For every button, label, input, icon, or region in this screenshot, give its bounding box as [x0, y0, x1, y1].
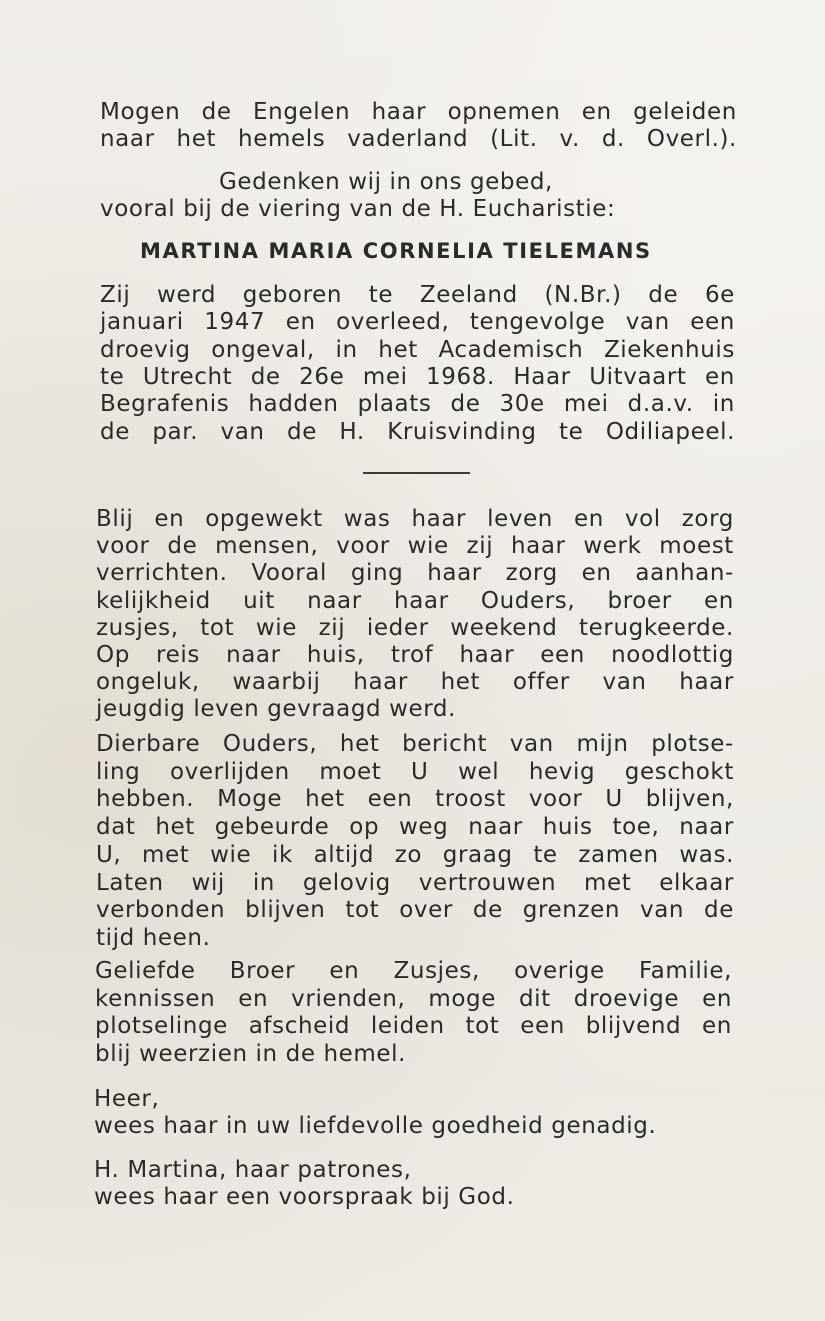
remember-line-1: Gedenken wij in ons gebed, [219, 169, 553, 195]
prayer1-line-2: wees haar in uw liefdevolle goedheid genadig. [94, 1113, 657, 1139]
biography-line: Zij werd geboren te Zeeland (N.Br.) de 6e [100, 282, 735, 308]
prayer2-line-1: H. Martina, haar patrones, [94, 1157, 412, 1183]
parents-paragraph-line: U, met wie ik altijd zo graag te zamen was. [96, 841, 734, 868]
parents-paragraph-line: hebben. Moge het een troost voor U blijven, [96, 786, 734, 813]
biography-line: Begrafenis hadden plaats de 30e mei d.a.v. in [100, 391, 735, 418]
remember-line-2: vooral bij de viering van de H. Eucharistie: [100, 196, 616, 222]
divider [363, 472, 470, 474]
life-paragraph-line: Op reis naar huis, trof haar een noodlottig [96, 642, 734, 668]
parents-paragraph-line: ling overlijden moet U wel hevig geschokt [96, 758, 734, 785]
parents-paragraph-line: dat het gebeurde op weg naar huis toe, naar [96, 814, 734, 841]
family-paragraph-line: blij weerzien in de hemel. [95, 1041, 407, 1068]
life-paragraph-line: jeugdig leven gevraagd werd. [96, 696, 457, 723]
prayer1-line-1: Heer, [94, 1086, 160, 1112]
biography-line: droevig ongeval, in het Academisch Ziekenhuis [100, 336, 735, 363]
biography-line: te Utrecht de 26e mei 1968. Haar Uitvaart en [100, 363, 735, 390]
prayer2-line-2: wees haar een voorspraak bij God. [94, 1184, 515, 1210]
life-paragraph-line: ongeluk, waarbij haar het offer van haar [96, 669, 734, 696]
family-paragraph-line: kennissen en vrienden, moge dit droevige en [95, 985, 732, 1012]
family-paragraph-line: plotselinge afscheid leiden tot een blijvend en [95, 1013, 732, 1040]
family-paragraph-line: Geliefde Broer en Zusjes, overige Familie, [95, 958, 732, 984]
parents-paragraph-line: Dierbare Ouders, het bericht van mijn plotse- [96, 731, 734, 757]
life-paragraph-line: voor de mensen, voor wie zij haar werk moest [96, 533, 734, 560]
parents-paragraph-line: tijd heen. [96, 924, 211, 951]
biography-line: januari 1947 en overleed, tengevolge van een [100, 309, 735, 336]
life-paragraph-line: zusjes, tot wie zij ieder weekend terugkeerde. [96, 614, 734, 641]
parents-paragraph-line: Laten wij in gelovig vertrouwen met elkaar [96, 869, 734, 896]
intro-line-1: Mogen de Engelen haar opnemen en geleiden [100, 99, 737, 125]
life-paragraph-line: verrichten. Vooral ging haar zorg en aanhan- [96, 560, 734, 587]
intro-line-2: naar het hemels vaderland (Lit. v. d. Overl.). [100, 126, 737, 152]
life-paragraph-line: kelijkheid uit naar haar Ouders, broer en [96, 587, 734, 614]
deceased-name: MARTINA MARIA CORNELIA TIELEMANS [140, 239, 652, 263]
biography-line: de par. van de H. Kruisvinding te Odiliapeel. [100, 418, 735, 445]
life-paragraph-line: Blij en opgewekt was haar leven en vol zorg [96, 506, 734, 532]
parents-paragraph-line: verbonden blijven tot over de grenzen van de [96, 897, 734, 924]
